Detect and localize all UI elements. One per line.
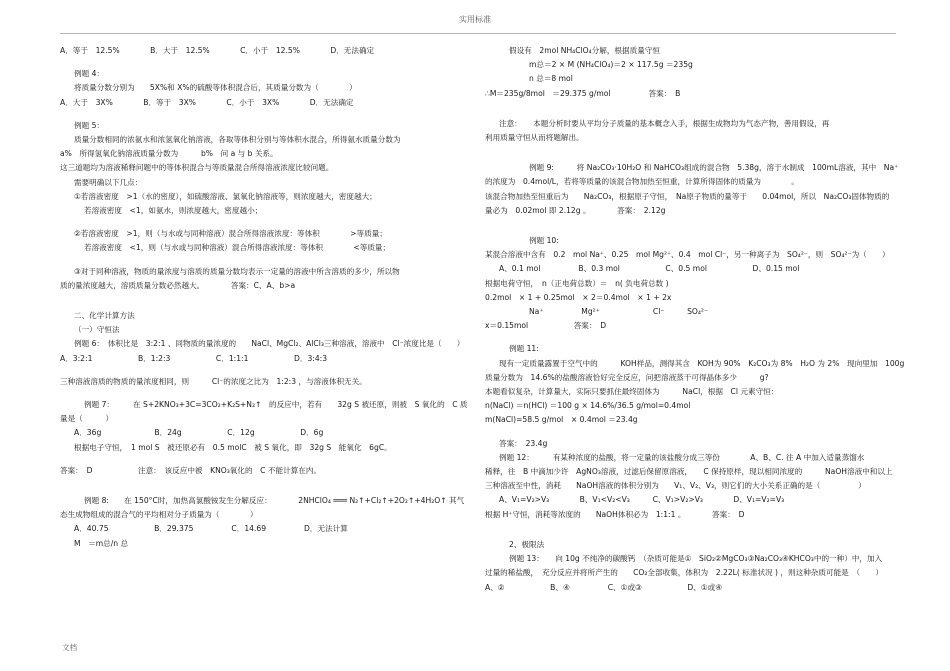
text-line: 三种溶液溶质的物质的量浓度相同，则 Cl⁻的浓度之比为 1:2:3 ，与溶液体积无关。	[60, 376, 367, 386]
text-line: 质量分数相同的浓氨水和浓氢氧化钠溶液，各取等体积分别与等体积水混合，所得氨水质量分数为	[74, 135, 401, 145]
text-line: A．3:2:1 B．1:2:3 C．1:1:1 D．3:4:3	[60, 353, 328, 363]
spacer	[485, 101, 897, 117]
text-line: 量必为 0.02mol 即 2.12g 。 答案： 2.12g	[485, 205, 666, 215]
text-line: ①若溶液密度 >1（水的密度），如硫酸溶液、氯氧化钠溶液等，则浓度越大，密度越大；	[74, 191, 377, 201]
text-line: 例题 6： 体积比是 3:2:1 、同物质的量浓度的 NaCl、MgCl₂、AlCl₃三种溶液，溶液中 Cl⁻浓度比是（ ）	[74, 339, 465, 349]
text-line: 现有一定质量露置于空气中的 KOH样品，测得其含 KOH为 90% K₂CO₃为 8% H₂O 为 2% 现向里加 100g	[499, 358, 905, 368]
page-footer: 文档	[62, 643, 77, 652]
spacer	[60, 256, 470, 265]
text-line: 例题 11:	[509, 344, 539, 354]
text-line: A．等于 12.5% B．大于 12.5% C．小于 12.5% D．无法确定	[60, 46, 375, 55]
text-line: 二、化学计算方法	[74, 311, 135, 321]
text-line: 例题 10:	[529, 236, 559, 246]
spacer	[485, 145, 897, 161]
page-header: 实用标准	[459, 15, 491, 24]
spacer	[60, 218, 470, 227]
text-line: 例题 7： 在 S+2KNO₃+3C=3CO₂+K₂S+N₂↑ 的反应中，若有 32g S 被还原，则被 S 氧化的 C 质	[84, 400, 468, 410]
text-line: 该混合物加热至恒重后为 Na₂CO₃，根据原子守恒， Na原子物质的量等于 0.04mol，所以 Na₂CO₃固体物质的	[485, 191, 890, 201]
text-line: ∴M＝235g/8mol ＝29.375 g/mol 答案： B	[485, 88, 681, 98]
spacer	[60, 389, 470, 398]
text-line: n(NaCl) ＝n(HCl) ＝100 g × 14.6%/36.5 g/mol=0.4mol	[485, 401, 691, 411]
spacer	[485, 333, 897, 342]
text-line: ②若溶液密度 >1，则（与水或与同种溶液）混合所得溶液浓度：等体积 >等质量；	[74, 229, 387, 239]
text-line: 假设有 2mol NH₄ClO₄分解，根据质量守恒	[509, 46, 660, 55]
text-line: 质量分数为 14.6%的盐酸溶液恰好完全反应，问把溶液蒸干可得晶体多少 g?	[485, 372, 769, 382]
header-divider	[60, 33, 896, 34]
text-line: 本题看似复杂，计算量大，实际只要抓住最终固体为 NaCl，根据 Cl 元素守恒：	[485, 387, 779, 397]
text-line: 例题 5：	[74, 120, 105, 130]
text-line: 的浓度为 0.4mol/L，若将等质量的该混合物加热至恒重，计算所得固体的质量为 。	[485, 177, 799, 187]
text-line: ③对于同种溶液，物质的量浓度与溶质的质量分数均表示一定量的溶液中所含溶质的多少，所以物	[74, 266, 400, 276]
text-line: 注意： 本题分析时要从平均分子质量的基本概念入手，根据生成物均为气态产物，善用假设，再	[499, 118, 830, 128]
text-line: 根据 H⁺守恒，消耗等浓度的 NaOH体积必为 1:1:1 。 答案： D	[485, 509, 745, 519]
text-line: 稀释，往 B 中滴加少许 AgNO₃溶液，过滤后保留原溶液， C 保持原样，现以相同浓度的 NaOH溶液中和以上	[485, 467, 893, 477]
text-line: 将质量分数分别为 5X%和 X%的硫酸等体积混合后，其质量分数为（ ）	[74, 83, 357, 93]
text-line: 例题 12： 有某种浓度的盐酸，将一定量的该盐酸分成三等份 A、B、C. 往 A 中加入适量蒸馏水	[499, 452, 865, 462]
text-line: 需要明确以下几点：	[74, 177, 143, 187]
text-line: （一）守恒法	[74, 325, 120, 335]
text-line: 过量的稀盐酸， 充分反应并将所产生的 CO₂全部收集，体积为 2.22L( 标准状况 ) ，则这种杂质可能是 （ ）	[485, 568, 883, 578]
text-line: 2、极限法	[509, 539, 545, 549]
text-line: 利用质量守恒从而将题解出。	[485, 133, 584, 143]
text-line: A、0.1 mol B、0.3 mol C、0.5 mol D、0.15 mol	[499, 264, 800, 274]
text-line: 根据电子守恒， 1 mol S 被还原必有 0.5 molC 被 S 氧化，即 32g S 能氧化 6gC。	[74, 442, 392, 452]
text-line: x＝0.15mol 答案： D	[485, 321, 607, 331]
text-line: M ＝m总/n 总	[74, 538, 129, 548]
text-line: 例题 9: 将 Na₂CO₃·10H₂O 和 NaHCO₃组成的混合物 5.38g，溶于水制成 100mL溶液，其中 Na⁺	[529, 163, 899, 173]
text-line: 答案： 23.4g	[499, 438, 548, 448]
spacer	[60, 478, 470, 494]
text-line: 这三道题均为溶液稀释问题中的等体积混合与等质量混合所得溶液浓度比较问题。	[60, 163, 334, 173]
text-line: 例题 8: 在 150°C时，加热高氯酸铵发生分解反应： 2NHClO₄ ═══ N₂↑+Cl₂↑+2O₂↑+4H₂O↑ 其气	[84, 496, 465, 506]
spacer	[485, 522, 897, 538]
spacer	[60, 58, 470, 67]
left-column	[60, 44, 470, 551]
text-line: m总＝2 × M (NH₄ClO₄)＝2 × 117.5g ＝235g	[529, 60, 693, 70]
text-line: A．36g B．24g C．12g D．6g	[74, 428, 324, 438]
spacer	[485, 428, 897, 437]
text-line: 三种溶液至中性，消耗 NaOH溶液的体积分别为 V₁、V₂、V₃，则它们的大小关系正确的是（ ）	[485, 481, 866, 491]
text-line: 若溶液密度 <1，则（与水或与同种溶液）混合所得溶液浓度：等体积 <等质量；	[84, 243, 391, 253]
text-line: 量是（ ）	[60, 414, 114, 424]
text-line: A．40.75 B．29.375 C．14.69 D．无法计算	[74, 524, 348, 534]
text-line: 态生成物组成的混合气的平均相对分子质量为（ ）	[60, 510, 258, 520]
text-line: A、② B、④ C、①或③ D、①或④	[485, 582, 723, 592]
text-line: 若溶液密度 <1，如氨水，则浓度越大，密度越小；	[84, 206, 263, 216]
text-line: n 总＝8 mol	[529, 74, 573, 84]
spacer	[60, 110, 470, 119]
right-column	[485, 44, 905, 595]
spacer	[485, 218, 897, 234]
text-line: a% 所得氢氧化钠溶液质量分数为 b% 问 a 与 b 关系。	[60, 149, 278, 159]
text-line: m(NaCl)=58.5 g/mol × 0.4mol ＝23.4g	[485, 415, 638, 425]
text-line: 答案： D 注意： 该反应中被 KNO₃氧化的 C 不能计算在内。	[60, 465, 322, 475]
text-line: 根据电荷守恒， n（正电荷总数）＝ n( 负电荷总数 )	[485, 278, 669, 288]
text-line: A、V₁=V₂>V₃ B、V₁<V₂<V₃ C、V₁>V₂>V₃ D、V₁=V₂=V₃	[499, 495, 785, 505]
spacer	[60, 455, 470, 464]
text-line: 质的量浓度越大，溶质质量分数必然越大。 答案：C、A、b>a	[60, 280, 296, 290]
text-line: 例题 13： 向 10g 不纯净的碳酸钙 （杂质可能是① SiO₂②MgCO₃③Na₂CO₃④KHCO₃中的一种）中，加入	[509, 554, 883, 564]
spacer	[60, 293, 470, 309]
text-line: A．大于 3X% B．等于 3X% C．小于 3X% D．无法确定	[60, 97, 354, 107]
text-line: Na⁺ Mg²⁺ Cl⁻ SO₄²⁻	[529, 307, 708, 317]
text-line: 某混合溶液中含有 0.2 mol Na⁺、0.25 mol Mg²⁺、0.4 mol Cl⁻，另一种离子为 SO₄²⁻，则 SO₄²⁻为（ ）	[485, 250, 890, 260]
text-line: 例题 4：	[74, 69, 105, 79]
text-line: 0.2mol × 1 + 0.25mol × 2＝0.4mol × 1 + 2x	[485, 292, 672, 302]
spacer	[60, 366, 470, 375]
